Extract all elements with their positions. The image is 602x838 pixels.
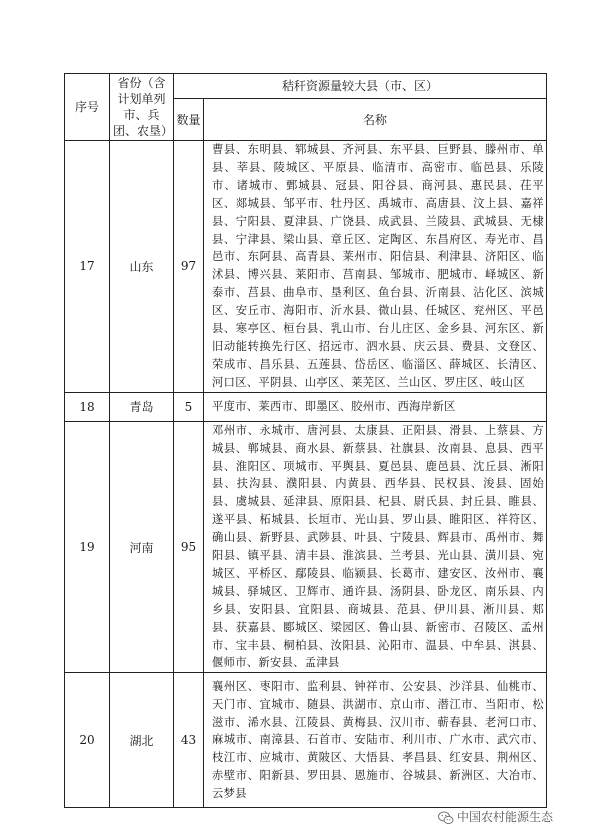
row-province: 湖北: [110, 673, 174, 808]
row-count: 97: [174, 141, 204, 393]
row-names: 平度市、莱西市、即墨区、胶州市、西海岸新区: [204, 392, 547, 421]
header-seq: 序号: [65, 74, 110, 141]
table-row: [65, 673, 547, 808]
table-row: [65, 392, 547, 421]
row-seq: 20: [65, 673, 110, 808]
table-row: [65, 421, 547, 673]
wechat-icon: [438, 810, 454, 826]
row-names: 襄州区、枣阳市、监利县、钟祥市、公安县、沙洋县、仙桃市、天门市、宜城市、随县、洪湖市、京山市、潜江市、当阳市、松滋市、浠水县、江陵县、黄梅县、汉川市、蕲春县、老河口市、麻城市、南漳县、石首市、安陆市、利川市、广水市、武穴市、枝江市、应城市、黄陂区、大悟县、孝昌县、红安县、荆州区、赤壁市、阳新县、罗田县、恩施市、谷城县、新洲区、大冶市、云梦县: [204, 673, 547, 808]
row-names: 邓州市、永城市、唐河县、太康县、正阳县、滑县、上蔡县、方城县、郸城县、商水县、新蔡县、社旗县、汝南县、息县、西平县、淮阳区、项城市、平舆县、夏邑县、鹿邑县、沈丘县、淅阳县、扶沟县、濮阳县、内黄县、西华县、民权县、浚县、固始县、虞城县、延津县、原阳县、杞县、尉氏县、封丘县、睢县、遂平县、柘城县、长垣市、光山县、罗山县、睢阳区、祥符区、确山县、新野县、武陟县、叶县、宁陵县、辉县市、禹州市、舞阳县、镇平县、清丰县、淮滨县、兰考县、光山县、潢川县、宛城区、平桥区、鄢陵县、临颍县、长葛市、建安区、汝州市、襄城县、驿城区、卫辉市、通许县、汤阴县、卧龙区、南乐县、内乡县、安阳县、宜阳县、商城县、范县、伊川县、淅川县、郏县、获嘉县、郾城区、梁园区、鲁山县、新密市、召陵区、孟州市、宝丰县、桐柏县、汝阳县、沁阳市、温县、中牟县、淇县、偃师市、新安县、孟津县: [204, 421, 547, 673]
row-names: 曹县、东明县、郓城县、齐河县、东平县、巨野县、滕州市、单县、莘县、陵城区、平原县、临清市、高密市、临邑县、乐陵市、诸城市、鄄城县、冠县、阳谷县、商河县、惠民县、茌平区、郯城县、邹平市、牡丹区、禹城市、高唐县、汶上县、嘉祥县、宁阳县、夏津县、广饶县、成武县、兰陵县、武城县、无棣县、宁津县、梁山县、章丘区、定陶区、东昌府区、寿光市、昌邑市、东阿县、高青县、莱州市、阳信县、利津县、济阳区、临沭县、博兴县、莱阳市、莒南县、邹城市、肥城市、峄城区、新泰市、莒县、曲阜市、垦利区、鱼台县、沂南县、沾化区、滨城区、安丘市、海阳市、沂水县、微山县、任城区、兖州区、平邑县、寒亭区、桓台县、乳山市、台儿庄区、金乡县、河东区、新旧动能转换先行区、招远市、泗水县、庆云县、费县、文登区、荣成市、昌乐县、五莲县、岱岳区、临淄区、薛城区、长清区、河口区、平阴县、山亭区、莱芜区、兰山区、罗庄区、岐山区: [204, 141, 547, 393]
row-count: 5: [174, 392, 204, 421]
watermark: [438, 808, 553, 826]
row-seq: 18: [65, 392, 110, 421]
header-province: 省份（含计划单列市、兵团、农垦）: [110, 74, 174, 141]
row-province: 山东: [110, 141, 174, 393]
row-seq: 19: [65, 421, 110, 673]
header-group: 秸秆资源量较大县（市、区）: [174, 74, 547, 99]
row-province: 青岛: [110, 392, 174, 421]
row-count: 95: [174, 421, 204, 673]
table-row: [65, 141, 547, 393]
row-province: 河南: [110, 421, 174, 673]
header-count: 数量: [174, 99, 204, 141]
row-count: 43: [174, 673, 204, 808]
header-names: 名称: [204, 99, 547, 141]
county-table: [64, 73, 547, 808]
row-seq: 17: [65, 141, 110, 393]
watermark-text: 中国农村能源生态: [457, 810, 554, 824]
